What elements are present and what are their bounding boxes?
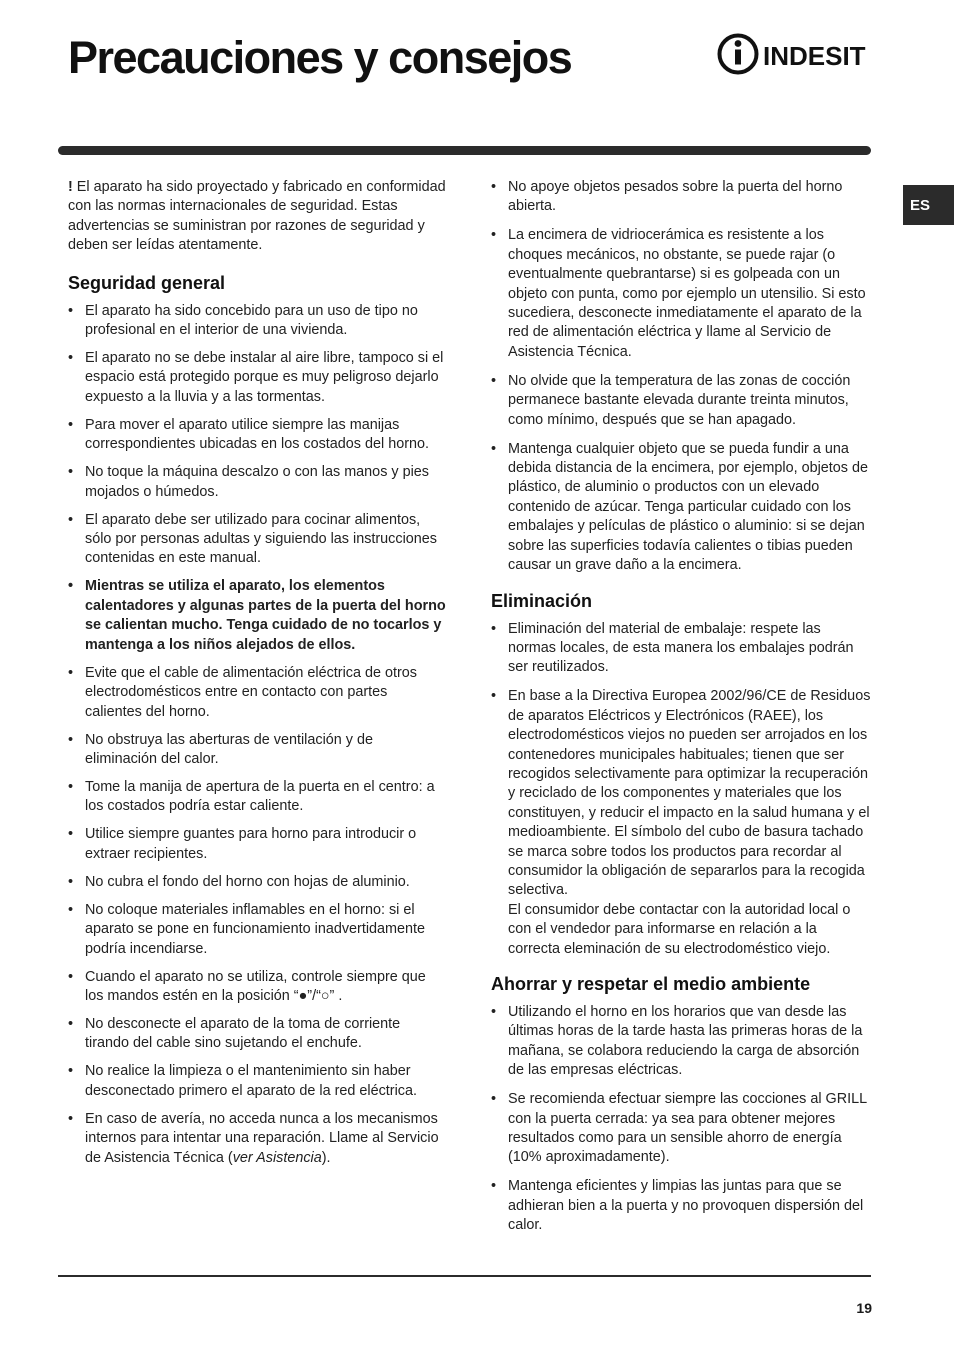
list-item: • No realice la limpieza o el mantenimiento sin haber desconectado primero el aparato de la red eléctrica. <box>68 1062 448 1101</box>
list-item: • No desconecte el aparato de la toma de corriente tirando del cable sino sujetando el enchufe. <box>68 1015 448 1054</box>
list-item: • La encimera de vidriocerámica es resistente a los choques mecánicos, no obstante, se puede rajar (o eventualmente quebrantarse) si es golpeada con un objeto con punta, como por ejemplo un utensilio. Si esto sucediera, desconecte inmediatamente el aparato de la red de alimentación eléctrica y llame al Servicio de Asistencia Técnica. <box>491 226 871 362</box>
language-tab: ES <box>903 185 954 225</box>
header-divider <box>58 146 871 155</box>
list-item: • El aparato ha sido concebido para un uso de tipo no profesional en el interior de una vivienda. <box>68 302 448 341</box>
list-item: • Para mover el aparato utilice siempre las manijas correspondientes ubicadas en los costados del horno. <box>68 416 448 455</box>
list-item: • No cubra el fondo del horno con hojas de aluminio. <box>68 873 448 892</box>
intro-paragraph <box>68 178 448 256</box>
list-item-italic-ref: ver Asistencia <box>232 1149 322 1166</box>
right-list <box>491 178 871 576</box>
footer-divider <box>58 1275 871 1277</box>
list-item-text-end: ). <box>321 1149 331 1166</box>
list-item: • No olvide que la temperatura de las zonas de cocción permanece bastante elevada durante treinta minutos, como mínimo, después que se han apagado. <box>491 372 871 430</box>
list-item-warning: • Mientras se utiliza el aparato, los elementos calentadores y algunas partes de la puerta del horno se calientan mucho. Tenga cuidado de no tocarlos y mantenga a los niños alejados de ellos. <box>68 577 448 655</box>
seguridad-list <box>68 302 448 1168</box>
ahorrar-list <box>491 1003 871 1236</box>
list-item: • No obstruya las aberturas de ventilación y de eliminación del calor. <box>68 731 448 770</box>
list-item: • No toque la máquina descalzo o con las manos y pies mojados o húmedos. <box>68 463 448 502</box>
list-item: • Mantenga cualquier objeto que se pueda fundir a una debida distancia de la encimera, por ejemplo, objetos de plástico, de aluminio o productos con un elevado contenido de azúcar. Tenga particular cuidado con los embalajes y películas de plástico o aluminio: si se dejan sobre las superficies todavía calientes o tibias pueden causar un grave daño a la encimera. <box>491 440 871 576</box>
list-item: • No apoye objetos pesados sobre la puerta del horno abierta. <box>491 178 871 217</box>
list-item: • Utilizando el horno en los horarios que van desde las últimas horas de la tarde hasta las primeras horas de la mañana, se colabora reduciendo la carga de absorción de las empresas eléctricas. <box>491 1003 871 1081</box>
section-heading-eliminacion: Eliminación <box>491 590 593 611</box>
list-item: • Mantenga eficientes y limpias las juntas para que se adhieran bien a la puerta y no provoquen dispersión del calor. <box>491 1177 871 1235</box>
list-item-text: En caso de avería, no acceda nunca a los mecanismos internos para intentar una reparación. Llame al Servicio de Asistencia Técnica ( <box>85 1110 439 1166</box>
list-item-extra: El consumidor debe contactar con la autoridad local o con el vendedor para informarse en relación a la correcta eleminación de su electrodoméstico viejo. <box>508 901 851 957</box>
warning-mark: ! <box>68 179 73 195</box>
list-item <box>68 1110 448 1168</box>
left-column <box>68 178 448 1177</box>
list-item: • Evite que el cable de alimentación eléctrica de otros electrodomésticos entre en contacto con partes calientes del horno. <box>68 664 448 722</box>
list-item: • El aparato debe ser utilizado para cocinar alimentos, sólo por personas adultas y siguiendo las instrucciones contenidas en este manual. <box>68 511 448 569</box>
right-column <box>491 178 871 1245</box>
intro-text: El aparato ha sido proyectado y fabricado en conformidad con las normas internacionales de seguridad. Estas advertencias se suministran por razones de seguridad y deben ser leídas atentamente. <box>68 179 446 254</box>
section-heading-ahorrar: Ahorrar y respetar el medio ambiente <box>491 974 811 994</box>
list-item: • Se recomienda efectuar siempre las cocciones al GRILL con la puerta cerrada: ya sea para obtener mejores resultados como para un sensible ahorro de energía (10% aproximadamente). <box>491 1090 871 1168</box>
list-item: • Tome la manija de apertura de la puerta en el centro: a los costados podría estar caliente. <box>68 778 448 817</box>
list-item-text: En base a la Directiva Europea 2002/96/CE de Residuos de aparatos Eléctricos y Electrónicos (RAEE), los electrodomésticos viejos no pueden ser arrojados en los contenedores municipales habituales; tienen que ser recogidos selectivamente para optimizar la recuperación y reciclado de los componentes y materiales que los constituyen, y reducir el impacto en la salud humana y el medioambiente. El símbolo del cubo de basura tachado se marca sobre todos los productos para recordar al consumidor la obligación de separarlos para la recogida selectiva. <box>508 688 871 899</box>
list-item: • Eliminación del material de embalaje: respete las normas locales, de esta manera los embalajes podrán ser reutilizados. <box>491 620 871 678</box>
list-item <box>491 687 871 959</box>
page-number: 19 <box>856 1300 872 1316</box>
indesit-logo <box>716 30 876 78</box>
section-heading-seguridad: Seguridad general <box>68 272 226 293</box>
page-title: Precauciones y consejos <box>68 32 572 83</box>
brand-name: INDESIT <box>763 41 866 71</box>
list-item: • El aparato no se debe instalar al aire libre, tampoco si el espacio está protegido porque es muy peligroso dejarlo expuesto a la lluvia y a las tormentas. <box>68 349 448 407</box>
eliminacion-list <box>491 620 871 960</box>
list-item: • Utilice siempre guantes para horno para introducir o extraer recipientes. <box>68 825 448 864</box>
list-item: • No coloque materiales inflamables en el horno: si el aparato se pone en funcionamiento inadvertidamente podría incendiarse. <box>68 901 448 959</box>
list-item: • Cuando el aparato no se utiliza, controle siempre que los mandos estén en la posición “●”/“○” . <box>68 968 448 1007</box>
